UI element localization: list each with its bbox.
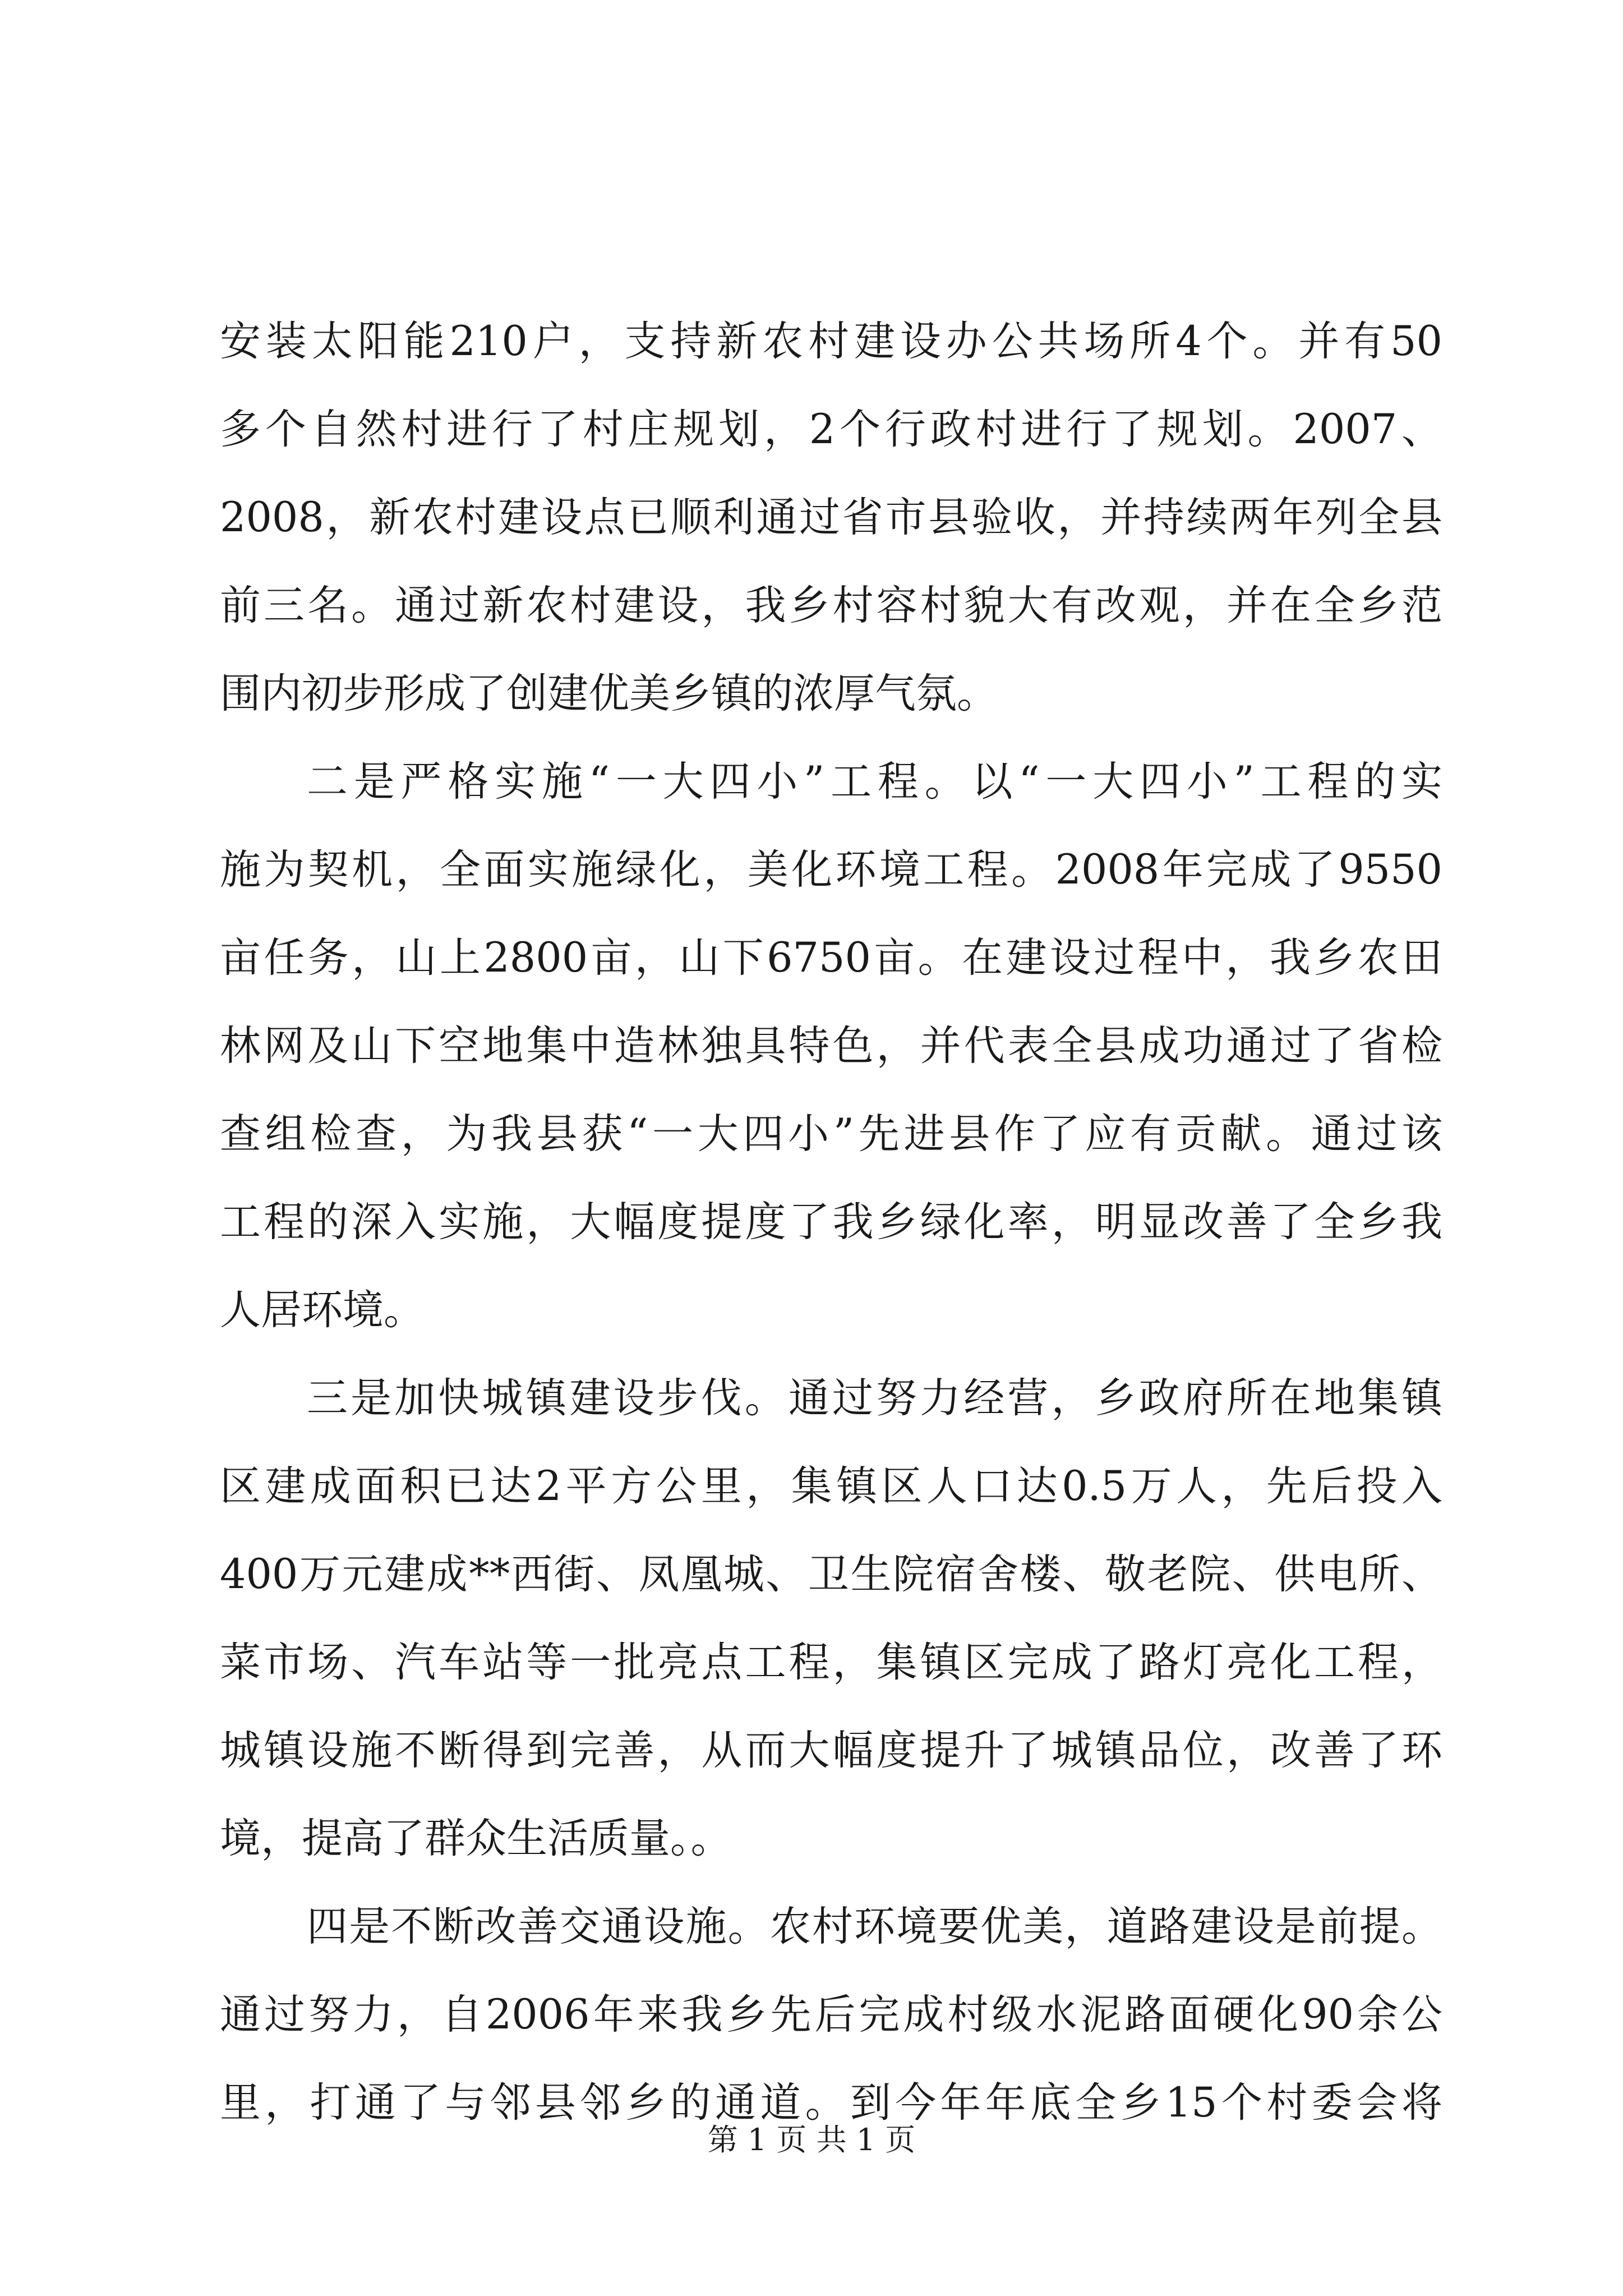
text-line: 通过努力，自2006年来我乡先后完成村级水泥路面硬化90余公 [220, 1991, 1442, 2039]
text-line: 工程的深入实施，大幅度提度了我乡绿化率，明显改善了全乡我 [220, 1198, 1442, 1246]
text-line: 前三名。通过新农村建设，我乡村容村貌大有改观，并在全乡范 [220, 582, 1442, 629]
text-line: 里，打通了与邻县邻乡的通道。到今年年底全乡15个村委会将 [220, 2079, 1442, 2127]
text-line: 林网及山下空地集中造林独具特色，并代表全县成功通过了省检 [220, 1022, 1442, 1070]
text-line-paragraph-end: 人居环境。 [220, 1286, 425, 1334]
text-line: 区建成面积已达2平方公里，集镇区人口达0.5万人，先后投入 [220, 1462, 1442, 1510]
text-line: 亩任务，山上2800亩，山下6750亩。在建设过程中，我乡农田 [220, 934, 1442, 982]
text-line: 2008，新农村建设点已顺利通过省市县验收，并持续两年列全县 [220, 494, 1442, 541]
text-line: 城镇设施不断得到完善，从而大幅度提升了城镇品位，改善了环 [220, 1727, 1442, 1774]
document-body [220, 297, 1442, 2147]
text-line-paragraph-end: 境，提高了群众生活质量。。 [220, 1815, 732, 1862]
text-line: 菜市场、汽车站等一批亮点工程，集镇区完成了路灯亮化工程， [220, 1639, 1442, 1686]
text-line: 多个自然村进行了村庄规划，2个行政村进行了规划。2007、 [220, 406, 1442, 453]
text-line-paragraph-end: 围内初步形成了创建优美乡镇的浓厚气氛。 [220, 670, 998, 717]
text-line: 查组检查，为我县获“一大四小”先进县作了应有贡献。通过该 [220, 1110, 1442, 1158]
text-line: 安装太阳能210户，支持新农村建设办公共场所4个。并有50 [220, 318, 1442, 365]
text-line: 400万元建成**西街、凤凰城、卫生院宿舍楼、敬老院、供电所、 [220, 1550, 1442, 1598]
text-line-paragraph-start: 三是加快城镇建设步伐。通过努力经营，乡政府所在地集镇 [307, 1374, 1442, 1422]
text-line-paragraph-start: 四是不断改善交通设施。农村环境要优美，道路建设是前提。 [307, 1903, 1442, 1950]
text-line: 施为契机，全面实施绿化，美化环境工程。2008年完成了9550 [220, 846, 1442, 894]
text-line-paragraph-start: 二是严格实施“一大四小”工程。以“一大四小”工程的实 [307, 758, 1442, 806]
page-footer: 第 1 页 共 1 页 [707, 2122, 916, 2157]
